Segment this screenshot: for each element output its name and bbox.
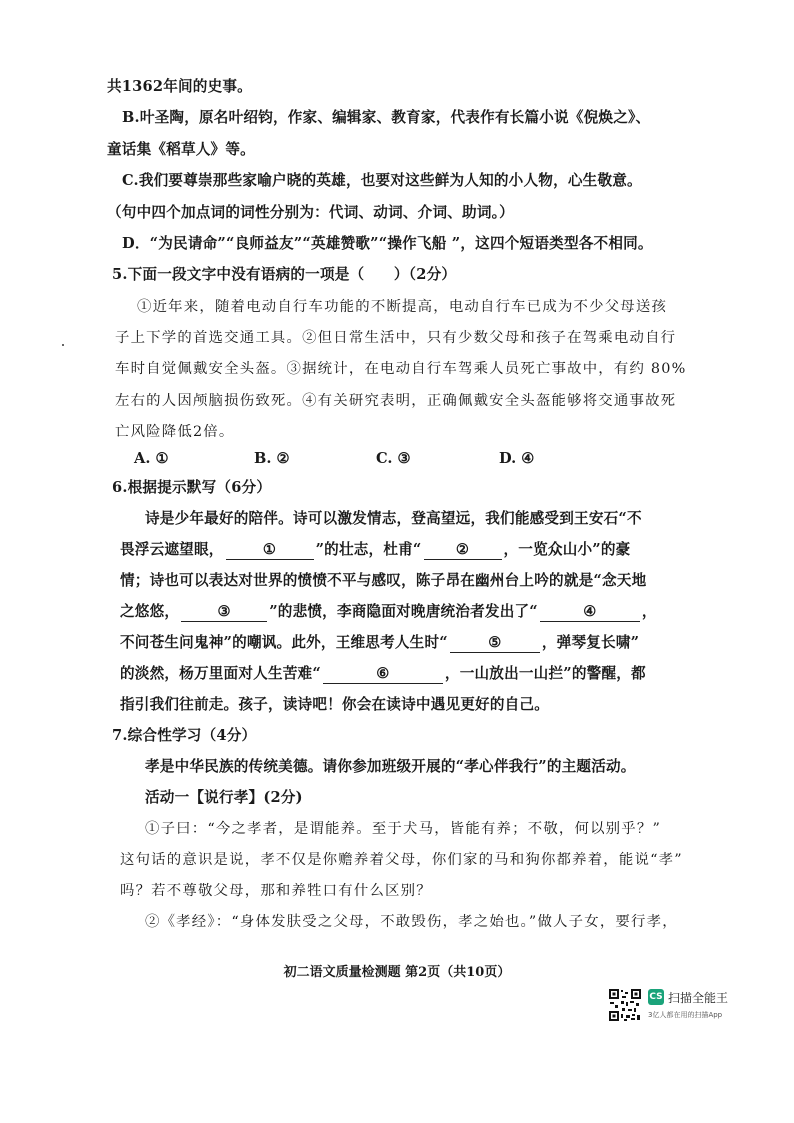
- q4-option-b-line2: 童话集《稻草人》等。: [107, 141, 255, 158]
- qr-code-icon: [608, 988, 642, 1022]
- blank-1[interactable]: ①: [226, 541, 314, 560]
- page-footer: 初二语文质量检测题 第2页（共10页）: [283, 965, 511, 980]
- blank-6[interactable]: ⑥: [323, 665, 443, 684]
- q7-stem: 7.综合性学习（4分）: [112, 727, 257, 744]
- camscanner-slogan: 3亿人都在用的扫描App: [648, 1011, 723, 1019]
- q7-kai-line4: ②《孝经》：“身体发肤受之父母，不敢毁伤，孝之始也。”做人子女，要行孝，: [145, 914, 678, 930]
- q6-line2-text-a: 畏浮云遮望眼，: [120, 541, 224, 558]
- q6-line2: [120, 541, 630, 560]
- q7-activity1-title: 活动一【说行孝】(2分): [145, 789, 303, 806]
- q5-option-c: C. ③: [376, 450, 411, 467]
- q6-line4-text-b: ”的悲愤，李商隐面对晚唐统治者发出了“: [269, 603, 538, 620]
- q6-line4-text-c: ，: [641, 603, 657, 620]
- q6-line6: [120, 665, 646, 684]
- camscanner-name: 扫描全能王: [668, 991, 729, 1005]
- q5-passage-line5: 亡风险降低2倍。: [115, 424, 235, 440]
- blank-3[interactable]: ③: [181, 603, 267, 622]
- q5-passage-line2: 子上下学的首选交通工具。②但日常生活中，只有少数父母和孩子在驾乘电动自行: [115, 330, 677, 346]
- q5-option-a: A. ①: [134, 450, 169, 467]
- q6-line5-text-b: ，弹琴复长啸”: [541, 634, 640, 651]
- q6-line5-text-a: 不问苍生问鬼神”的嘲讽。此外，王维思考人生时“: [120, 634, 448, 651]
- q4-option-c-line1: C.我们要尊崇那些家喻户晓的英雄，也要对这些鲜为人知的小人物，心生敬意。: [122, 172, 642, 189]
- q6-line3: 情；诗也可以表达对世界的愤愤不平与感叹，陈子昂在幽州台上吟的就是“念天地: [120, 572, 647, 589]
- q4-line0: 共1362年间的史事。: [107, 78, 252, 95]
- q4-option-d: D．“为民请命”“良师益友”“英雄赞歌”“操作飞船 ”，这四个短语类型各不相同。: [122, 235, 653, 252]
- q6-line2-text-c: ，一览众山小”的豪: [503, 541, 631, 558]
- blank-2[interactable]: ②: [424, 541, 502, 560]
- q6-line1: 诗是少年最好的陪伴。诗可以激发情志，登高望远，我们能感受到王安石“不: [145, 510, 642, 527]
- q5-stem: 5.下面一段文字中没有语病的一项是（ ）（2分）: [112, 266, 457, 283]
- camscanner-logo: CS: [648, 989, 664, 1005]
- q4-option-c-line2: （句中四个加点词的词性分别为：代词、动词、介词、助词。）: [107, 204, 514, 221]
- q6-line6-text-b: ，一山放出一山拦”的警醒，都: [444, 665, 646, 682]
- q6-line2-text-b: ”的壮志，杜甫“: [315, 541, 422, 558]
- q7-kai-line2: 这句话的意识是说，孝不仅是你赡养着父母，你们家的马和狗你都养着，能说“孝”: [120, 852, 683, 868]
- q6-line6-text-a: 的淡然，杨万里面对人生苦难“: [120, 665, 321, 682]
- q4-option-b-line1: B.叶圣陶，原名叶绍钧，作家、编辑家、教育家，代表作有长篇小说《倪焕之》、: [122, 109, 651, 126]
- q5-passage-line4: 左右的人因颅脑损伤致死。④有关研究表明，正确佩戴安全头盔能够将交通事故死: [115, 393, 677, 409]
- scan-speck: [62, 344, 64, 346]
- q6-line4-text-a: 之悠悠，: [120, 603, 180, 620]
- q6-line5: [120, 634, 639, 653]
- q7-kai-line3: 吗？若不尊敬父母，那和养牲口有什么区别？: [120, 883, 432, 899]
- q6-line4: [120, 603, 657, 622]
- q7-kai-line1: ①子曰：“今之孝者，是谓能养。至于犬马，皆能有养；不敬，何以别乎？”: [145, 821, 662, 837]
- q5-passage-line3: 车时自觉佩戴安全头盔。③据统计，在电动自行车驾乘人员死亡事故中，有约 80%: [115, 361, 687, 377]
- q6-stem: 6.根据提示默写（6分）: [112, 479, 272, 496]
- q5-passage-line1: ①近年来，随着电动自行车功能的不断提高，电动自行车已成为不少父母送孩: [137, 299, 668, 315]
- blank-5[interactable]: ⑤: [450, 634, 540, 653]
- q6-line7: 指引我们往前走。孩子，读诗吧！你会在读诗中遇见更好的自己。: [120, 696, 550, 713]
- blank-4[interactable]: ④: [540, 603, 640, 622]
- q5-option-b: B. ②: [254, 450, 290, 467]
- q5-option-d: D. ④: [499, 450, 535, 467]
- q7-intro: 孝是中华民族的传统美德。请你参加班级开展的“孝心伴我行”的主题活动。: [145, 758, 636, 775]
